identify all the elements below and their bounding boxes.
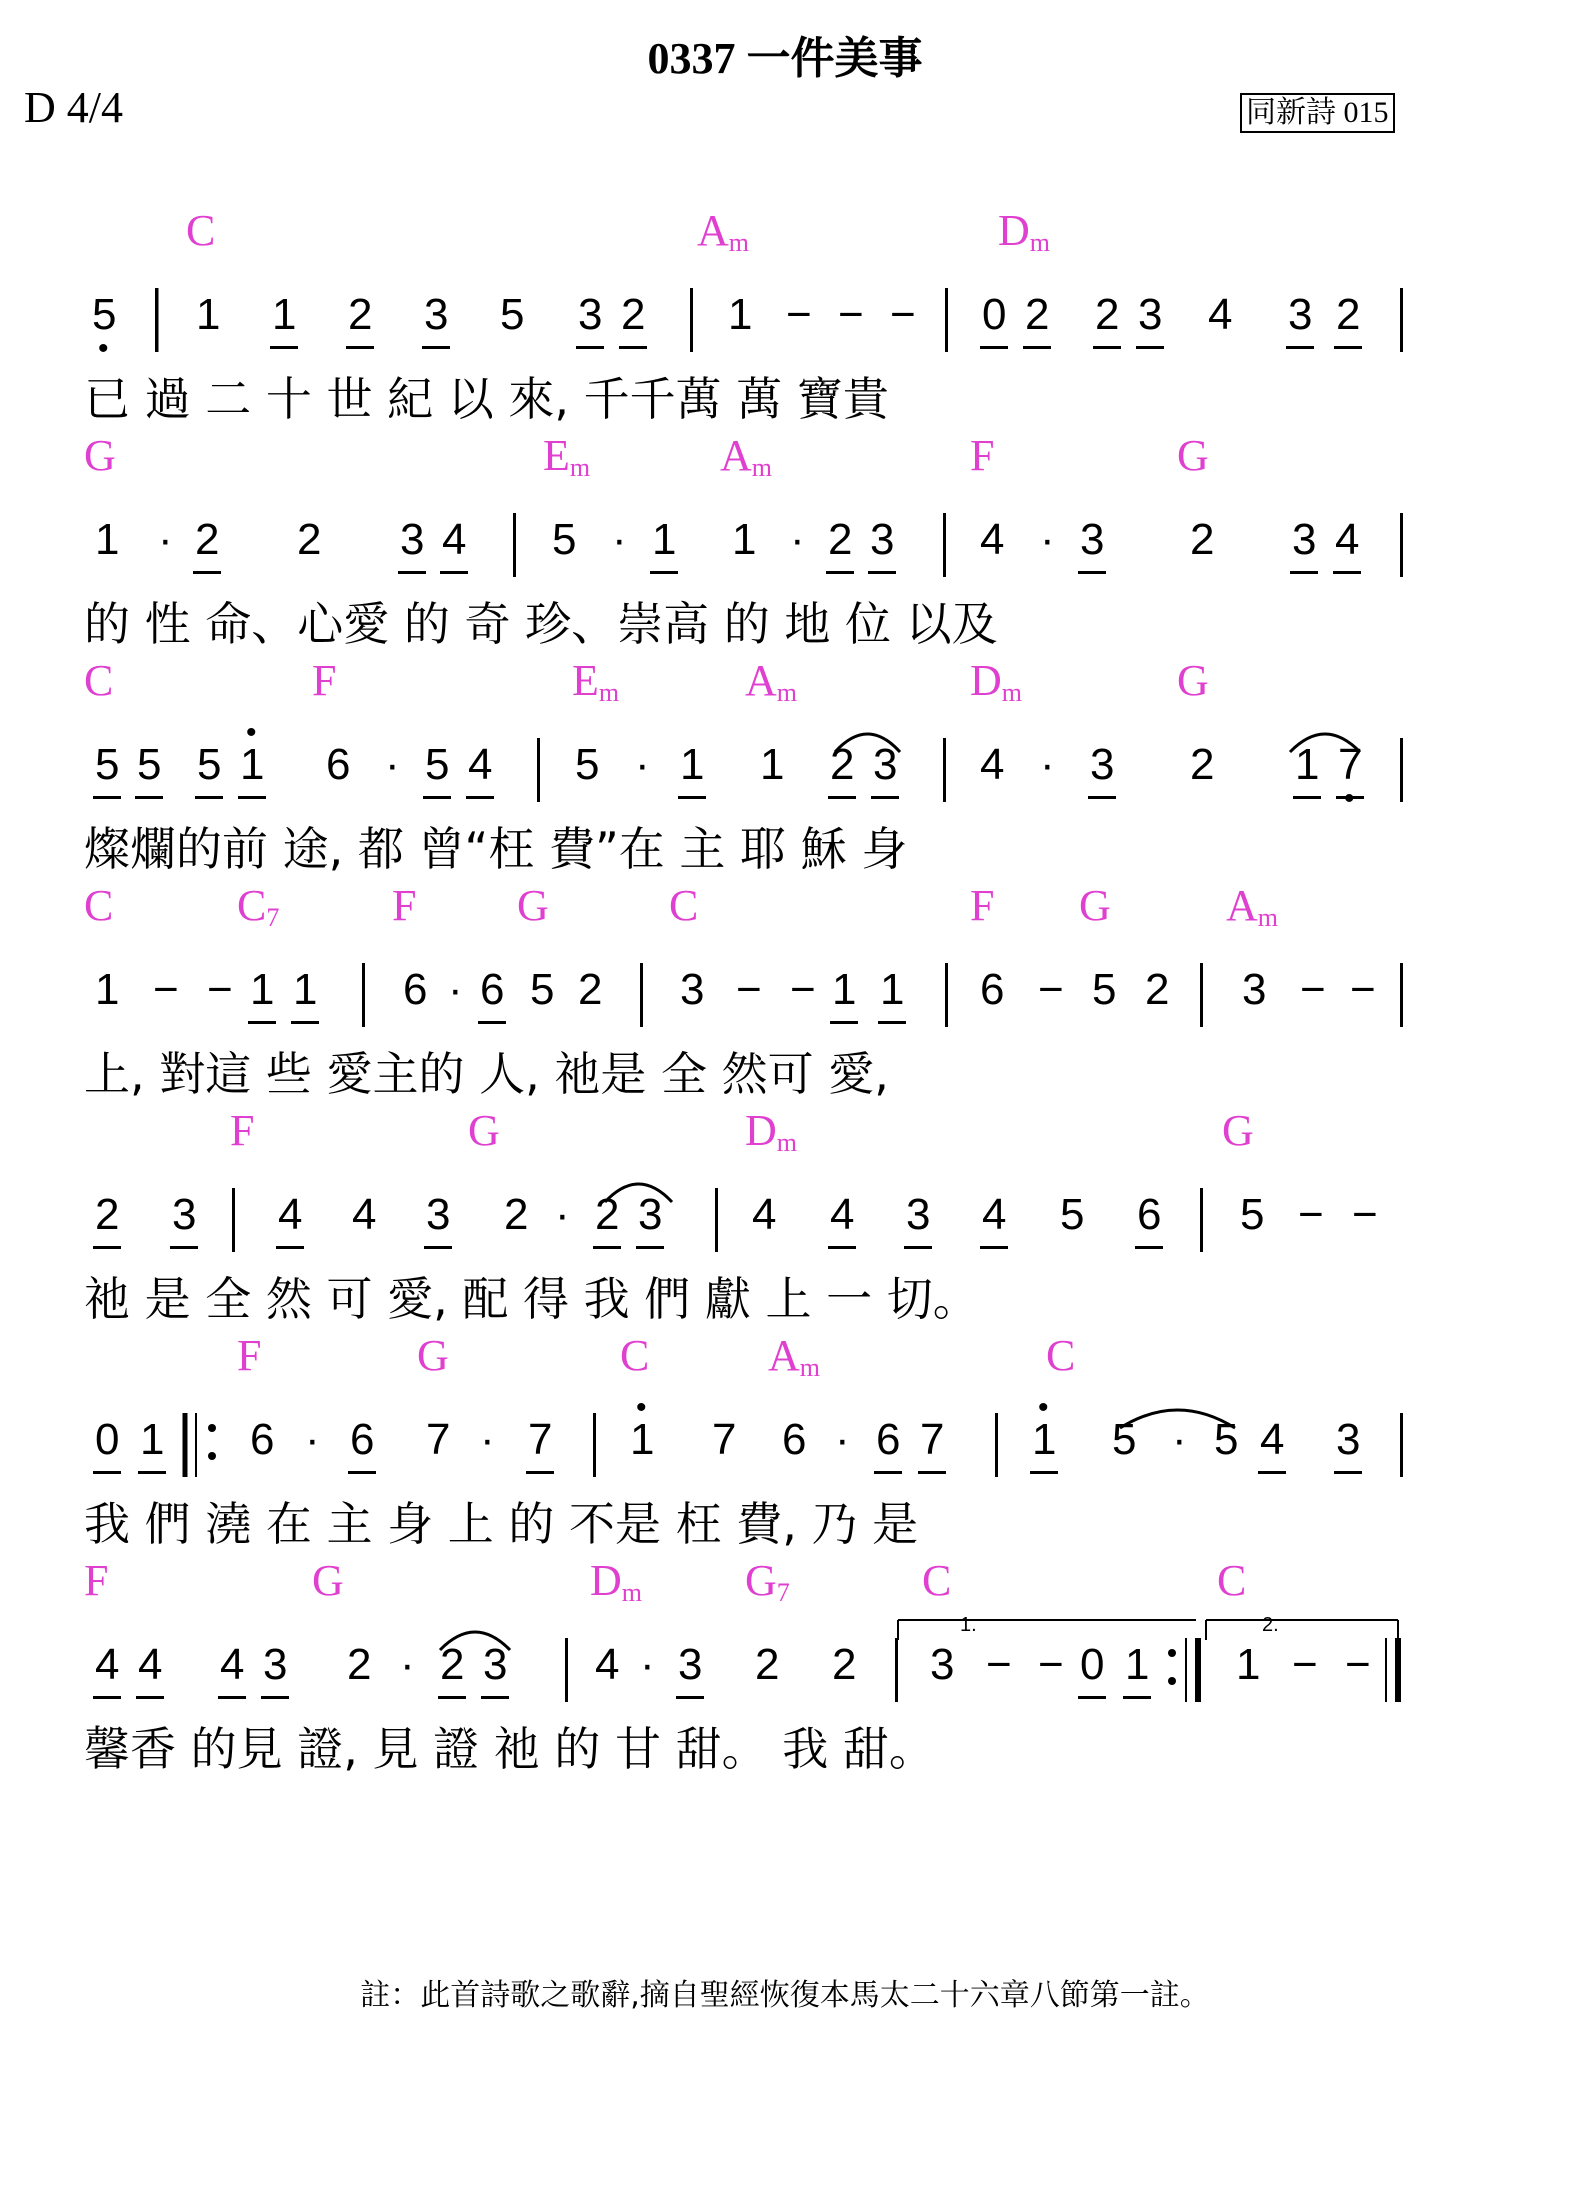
note: 7 xyxy=(920,1415,945,1464)
note: 5 xyxy=(1092,965,1117,1014)
chord-symbol: $A_m$ xyxy=(697,206,750,257)
note: 2 xyxy=(621,290,646,339)
note: 4 xyxy=(982,1190,1007,1239)
note: 5 xyxy=(1112,1415,1137,1464)
note: 5 xyxy=(1214,1415,1239,1464)
note: 1 xyxy=(1125,1640,1150,1689)
chord-symbol: C xyxy=(1046,1331,1076,1380)
chord-symbol: $G_7$ xyxy=(745,1556,790,1607)
note: 3 xyxy=(1242,965,1267,1014)
key-time-signature: D 4/4 xyxy=(24,83,123,132)
note: − xyxy=(838,290,864,339)
chord-symbol: $D_m$ xyxy=(590,1556,643,1607)
note: 3 xyxy=(930,1640,955,1689)
hymn-reference: 同新詩 015 xyxy=(1240,93,1395,133)
note: 5 xyxy=(197,740,222,789)
note: 3 xyxy=(870,515,895,564)
note: 1 xyxy=(140,1415,165,1464)
note: 4 xyxy=(1335,515,1360,564)
chord-symbol: $C_7$ xyxy=(237,881,280,932)
note: 2 xyxy=(348,290,373,339)
note: 2 xyxy=(95,1190,120,1239)
chord-symbol: G xyxy=(417,1331,449,1380)
chord-symbol: F xyxy=(312,656,337,705)
note: 4 xyxy=(980,515,1005,564)
note: 1 xyxy=(240,740,265,789)
octave-dot-below: • xyxy=(1344,782,1355,815)
note: 5 xyxy=(92,290,117,339)
note: · xyxy=(790,515,805,564)
note: 0 xyxy=(982,290,1007,339)
note: 2 xyxy=(1336,290,1361,339)
footnote: 註：此首詩歌之歌辭,摘自聖經恢復本馬太二十六章八節第一註。 xyxy=(360,1978,1210,2013)
note: − xyxy=(207,965,233,1014)
note: 2 xyxy=(440,1640,465,1689)
note: 4 xyxy=(138,1640,163,1689)
note: 2 xyxy=(595,1190,620,1239)
note: · xyxy=(1172,1415,1187,1464)
note: · xyxy=(385,740,400,789)
lyric-line: 已 過 二 十 世 紀 以 來, 千千萬 萬 寶貴 xyxy=(84,372,889,426)
lyric-line: 馨香 的見 證, 見 證 祂 的 甘 甜。 我 甜。 xyxy=(84,1722,935,1776)
note: 3 xyxy=(1090,740,1115,789)
note: 3 xyxy=(424,290,449,339)
note: 4 xyxy=(220,1640,245,1689)
volta-number: 2. xyxy=(1262,1614,1279,1636)
chord-symbol: F xyxy=(970,881,995,930)
volta-number: 1. xyxy=(960,1614,977,1636)
note: 3 xyxy=(906,1190,931,1239)
note: 6 xyxy=(403,965,428,1014)
note: 3 xyxy=(1336,1415,1361,1464)
note: 1 xyxy=(1236,1640,1261,1689)
song-title: 0337 一件美事 xyxy=(647,34,923,83)
note: 4 xyxy=(752,1190,777,1239)
note: 4 xyxy=(980,740,1005,789)
note: · xyxy=(555,1190,570,1239)
note: 4 xyxy=(95,1640,120,1689)
note: 4 xyxy=(468,740,493,789)
chord-symbol: F xyxy=(392,881,417,930)
note: 5 xyxy=(425,740,450,789)
note: 1 xyxy=(880,965,905,1014)
octave-dot-below: • xyxy=(98,332,109,365)
note: · xyxy=(1040,515,1055,564)
note: 3 xyxy=(1138,290,1163,339)
chord-symbol: G xyxy=(468,1106,500,1155)
note: 5 xyxy=(530,965,555,1014)
note: − xyxy=(1352,1190,1378,1239)
note: − xyxy=(153,965,179,1014)
slur xyxy=(605,1184,672,1202)
chord-symbol: $D_m$ xyxy=(745,1106,798,1157)
chord-symbol: G xyxy=(1079,881,1111,930)
note: 1 xyxy=(732,515,757,564)
note: 3 xyxy=(638,1190,663,1239)
note: 2 xyxy=(832,1640,857,1689)
chord-symbol: C xyxy=(1217,1556,1247,1605)
note: · xyxy=(612,515,627,564)
note: · xyxy=(400,1640,415,1689)
note: − xyxy=(790,965,816,1014)
note: 3 xyxy=(400,515,425,564)
note: 5 xyxy=(95,740,120,789)
note: · xyxy=(835,1415,850,1464)
note: 1 xyxy=(250,965,275,1014)
note: 5 xyxy=(500,290,525,339)
note: 5 xyxy=(1240,1190,1265,1239)
note: 2 xyxy=(828,515,853,564)
note: 3 xyxy=(1288,290,1313,339)
note: 2 xyxy=(1190,740,1215,789)
note: − xyxy=(1298,1190,1324,1239)
note: · xyxy=(305,1415,320,1464)
note: 5 xyxy=(575,740,600,789)
note: · xyxy=(448,965,463,1014)
note: 3 xyxy=(483,1640,508,1689)
octave-dot-above: • xyxy=(246,716,257,749)
lyric-line: 的 性 命、心愛 的 奇 珍、崇高 的 地 位 以及 xyxy=(84,597,998,651)
note: 2 xyxy=(195,515,220,564)
chord-symbol: C xyxy=(186,206,216,255)
note: 2 xyxy=(755,1640,780,1689)
chord-symbol: $D_m$ xyxy=(998,206,1051,257)
note: 1 xyxy=(680,740,705,789)
chord-symbol: G xyxy=(1177,431,1209,480)
note: − xyxy=(1038,965,1064,1014)
lyric-line: 燦爛的前 途, 都 曾“枉 費”在 主 耶 穌 身 xyxy=(84,822,908,876)
note: − xyxy=(736,965,762,1014)
note: 1 xyxy=(760,740,785,789)
chord-symbol: $E_m$ xyxy=(572,656,620,707)
note: 6 xyxy=(782,1415,807,1464)
note: 1 xyxy=(652,515,677,564)
note: 2 xyxy=(347,1640,372,1689)
note: · xyxy=(635,740,650,789)
note: 2 xyxy=(297,515,322,564)
note: − xyxy=(1345,1640,1371,1689)
repeat-dot xyxy=(1168,1649,1176,1657)
note: 1 xyxy=(95,515,120,564)
note: 7 xyxy=(712,1415,737,1464)
chord-symbol: C xyxy=(669,881,699,930)
chord-symbol: G xyxy=(1222,1106,1254,1155)
tie xyxy=(1120,1410,1235,1428)
note: 7 xyxy=(426,1415,451,1464)
note: 6 xyxy=(1137,1190,1162,1239)
chord-symbol: G xyxy=(1177,656,1209,705)
note: 1 xyxy=(728,290,753,339)
note: 1 xyxy=(293,965,318,1014)
note: 3 xyxy=(578,290,603,339)
note: 6 xyxy=(250,1415,275,1464)
note: 0 xyxy=(1080,1640,1105,1689)
note: 4 xyxy=(278,1190,303,1239)
note: 4 xyxy=(1208,290,1233,339)
lyric-line: 祂 是 全 然 可 愛, 配 得 我 們 獻 上 一 切。 xyxy=(84,1272,979,1326)
chord-symbol: $D_m$ xyxy=(970,656,1023,707)
note: 4 xyxy=(442,515,467,564)
repeat-dot xyxy=(1168,1677,1176,1685)
octave-dot-above: • xyxy=(1038,1391,1049,1424)
note: 2 xyxy=(1025,290,1050,339)
note: 3 xyxy=(426,1190,451,1239)
note: 6 xyxy=(980,965,1005,1014)
note: 3 xyxy=(263,1640,288,1689)
note: 2 xyxy=(1190,515,1215,564)
note: 2 xyxy=(830,740,855,789)
note: 6 xyxy=(876,1415,901,1464)
note: 1 xyxy=(832,965,857,1014)
chord-symbol: $E_m$ xyxy=(543,431,591,482)
note: 5 xyxy=(137,740,162,789)
slur xyxy=(1290,734,1360,752)
note: 5 xyxy=(552,515,577,564)
chord-symbol: F xyxy=(237,1331,262,1380)
lyric-line: 我 們 澆 在 主 身 上 的 不是 枉 費, 乃 是 xyxy=(84,1497,919,1551)
chord-symbol: C xyxy=(922,1556,952,1605)
note: 2 xyxy=(1095,290,1120,339)
chord-symbol: C xyxy=(84,881,114,930)
slur xyxy=(440,1632,510,1650)
note: 3 xyxy=(1080,515,1105,564)
chord-symbol: F xyxy=(230,1106,255,1155)
note: 6 xyxy=(480,965,505,1014)
chord-symbol: F xyxy=(970,431,995,480)
note: 5 xyxy=(1060,1190,1085,1239)
note: 2 xyxy=(1145,965,1170,1014)
note: 1 xyxy=(95,965,120,1014)
repeat-dot xyxy=(208,1452,216,1460)
repeat-dot xyxy=(208,1424,216,1432)
note: 3 xyxy=(172,1190,197,1239)
chord-symbol: G xyxy=(517,881,549,930)
note: 1 xyxy=(1032,1415,1057,1464)
note: 1 xyxy=(630,1415,655,1464)
note: 4 xyxy=(352,1190,377,1239)
chord-symbol: $A_m$ xyxy=(720,431,773,482)
chord-symbol: G xyxy=(312,1556,344,1605)
note: 1 xyxy=(1295,740,1320,789)
note: 3 xyxy=(680,965,705,1014)
note: 2 xyxy=(578,965,603,1014)
note: − xyxy=(1300,965,1326,1014)
note: 4 xyxy=(1260,1415,1285,1464)
chord-symbol: F xyxy=(84,1556,109,1605)
note: 1 xyxy=(272,290,297,339)
chord-symbol: C xyxy=(84,656,114,705)
chord-symbol: C xyxy=(620,1331,650,1380)
chord-symbol: G xyxy=(84,431,116,480)
note: − xyxy=(986,1640,1012,1689)
octave-dot-above: • xyxy=(636,1391,647,1424)
note: − xyxy=(1350,965,1376,1014)
chord-symbol: $A_m$ xyxy=(745,656,798,707)
note: 3 xyxy=(873,740,898,789)
note: − xyxy=(786,290,812,339)
note: 3 xyxy=(1292,515,1317,564)
note: − xyxy=(890,290,916,339)
note: 2 xyxy=(504,1190,529,1239)
note: · xyxy=(1040,740,1055,789)
note: 6 xyxy=(350,1415,375,1464)
note: 7 xyxy=(528,1415,553,1464)
note: − xyxy=(1292,1640,1318,1689)
note: 6 xyxy=(326,740,351,789)
slur xyxy=(835,734,900,752)
note: · xyxy=(480,1415,495,1464)
chord-symbol: $A_m$ xyxy=(768,1331,821,1382)
note: · xyxy=(640,1640,655,1689)
note: 4 xyxy=(595,1640,620,1689)
note: 3 xyxy=(678,1640,703,1689)
chord-symbol: $A_m$ xyxy=(1226,881,1279,932)
note: · xyxy=(158,515,173,564)
note: 4 xyxy=(830,1190,855,1239)
note: 1 xyxy=(196,290,221,339)
note: 0 xyxy=(95,1415,120,1464)
lyric-line: 上, 對這 些 愛主的 人, 祂是 全 然可 愛, xyxy=(84,1047,889,1101)
note: − xyxy=(1038,1640,1064,1689)
note: 7 xyxy=(1338,740,1363,789)
